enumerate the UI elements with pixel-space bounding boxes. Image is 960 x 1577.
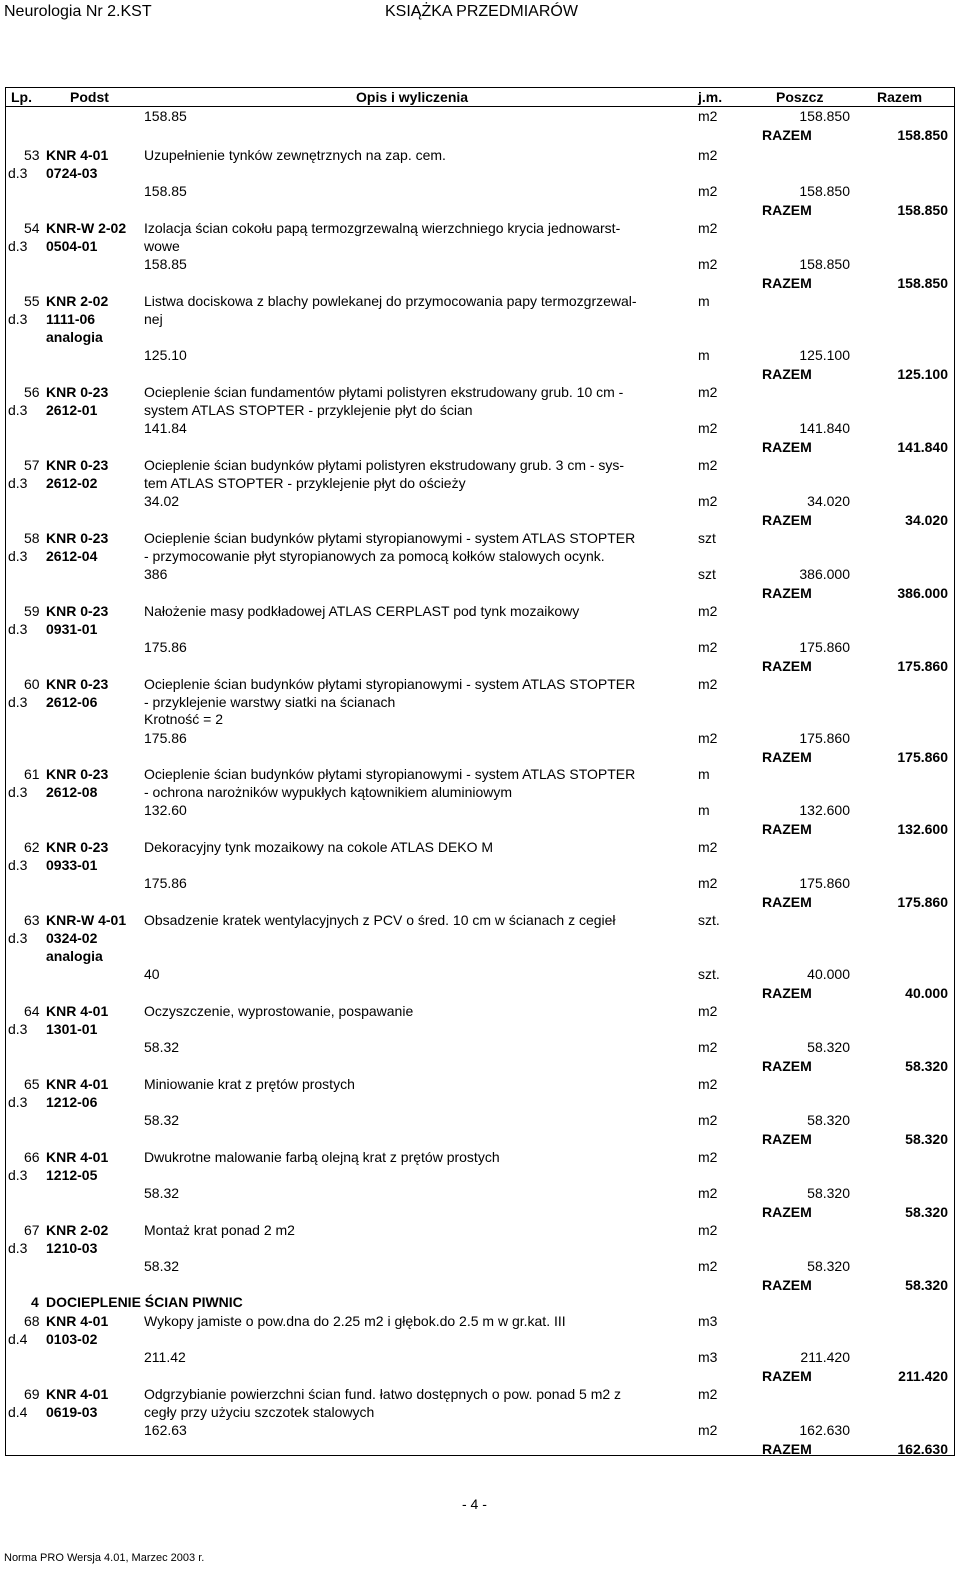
item-basis: KNR 0-23 — [46, 457, 109, 473]
item-description: - przyklejenie warstwy siatki na ścianach — [144, 693, 396, 710]
item-basis: 1301-01 — [46, 1021, 98, 1037]
item-calc: 141.84 — [144, 420, 187, 436]
item-calc-unit: m2 — [698, 1258, 718, 1274]
item-basis: 0931-01 — [46, 621, 98, 637]
item-basis: 2612-02 — [46, 475, 98, 491]
item-basis: KNR 2-02 — [46, 293, 109, 309]
item-basis: KNR 4-01 — [46, 1003, 109, 1019]
item-basis: 2612-04 — [46, 548, 98, 564]
item-calc-unit: m2 — [698, 1185, 718, 1201]
item-calc-unit: m2 — [698, 875, 718, 891]
item-description: Oczyszczenie, wyprostowanie, pospawanie — [144, 1003, 414, 1019]
item-calc-unit: m2 — [698, 256, 718, 272]
item-section: d.3 — [8, 402, 28, 418]
item-unit: m2 — [698, 147, 718, 163]
item-calc: 158.85 — [144, 183, 187, 199]
item-number: 66 — [24, 1149, 40, 1165]
column-header-lp: Lp. — [11, 89, 32, 105]
item-razem: 34.020 — [905, 512, 948, 528]
item-section: d.3 — [8, 930, 28, 946]
item-unit: m — [698, 293, 710, 309]
item-calc: 386 — [144, 566, 168, 582]
table-left-border — [5, 87, 6, 1456]
item-poszcz: 34.020 — [807, 493, 850, 509]
item-section: d.4 — [8, 1404, 28, 1420]
page-number: - 4 - — [462, 1496, 487, 1512]
item-razem: 141.840 — [897, 439, 948, 455]
item-poszcz: 58.320 — [807, 1039, 850, 1055]
item-unit: m2 — [698, 1003, 718, 1019]
item-calc: 175.86 — [144, 639, 187, 655]
item-basis: 1212-06 — [46, 1094, 98, 1110]
item-number: 62 — [24, 839, 40, 855]
item-section: d.3 — [8, 311, 28, 327]
item-razem: 211.420 — [898, 1368, 948, 1384]
item-calc-unit: m2 — [698, 1039, 718, 1055]
item-basis: KNR 4-01 — [46, 1149, 109, 1165]
item-number: 55 — [24, 293, 40, 309]
item-razem: 58.320 — [905, 1204, 948, 1220]
item-unit: m2 — [698, 1386, 718, 1402]
item-description: Ocieplenie ścian budynków płytami styropianowymi - system ATLAS STOPTER — [144, 766, 636, 782]
item-number: 64 — [24, 1003, 40, 1019]
item-description: Miniowanie krat z prętów prostych — [144, 1076, 355, 1092]
item-description: nej — [144, 310, 163, 327]
item-calc: 158.85 — [144, 256, 187, 272]
item-number: 61 — [24, 766, 40, 782]
item-unit: m2 — [698, 220, 718, 236]
table-top-border — [5, 87, 954, 88]
item-poszcz: 175.860 — [799, 639, 850, 655]
program-file-name: Neurologia Nr 2.KST — [4, 3, 152, 20]
item-razem-label: RAZEM — [762, 749, 812, 765]
item-razem-label: RAZEM — [762, 585, 812, 601]
item-number: 69 — [24, 1386, 40, 1402]
item-unit: m2 — [698, 1149, 718, 1165]
item-section: d.4 — [8, 1331, 28, 1347]
table-right-border — [954, 87, 955, 1456]
item-calc-unit: m — [698, 347, 710, 363]
item-basis: 0504-01 — [46, 238, 98, 254]
item-unit: m2 — [698, 839, 718, 855]
item-calc-unit: m2 — [698, 493, 718, 509]
item-description: Izolacja ścian cokołu papą termozgrzewalną wierzchniego krycia jednowarst- — [144, 220, 621, 236]
item-description: tem ATLAS STOPTER - przyklejenie płyt do ościeży — [144, 474, 466, 491]
item-razem-label: RAZEM — [762, 439, 812, 455]
item-calc: 175.86 — [144, 730, 187, 746]
column-header-jm: j.m. — [698, 89, 723, 105]
item-section: d.3 — [8, 621, 28, 637]
column-header-poszcz: Poszcz — [776, 89, 824, 105]
column-header-razem: Razem — [877, 89, 923, 105]
item-basis: KNR-W 4-01 — [46, 912, 127, 928]
item-poszcz: 175.860 — [799, 730, 850, 746]
item-calc-unit: m2 — [698, 730, 718, 746]
item-description: Ocieplenie ścian budynków płytami polistyren ekstrudowany grub. 3 cm - sys- — [144, 457, 625, 473]
item-description: Ocieplenie ścian fundamentów płytami polistyren ekstrudowany grub. 10 cm - — [144, 384, 624, 400]
item-description: Dwukrotne malowanie farbą olejną krat z prętów prostych — [144, 1149, 500, 1165]
item-razem-label: RAZEM — [762, 985, 812, 1001]
item-number: 68 — [24, 1313, 40, 1329]
item-basis: 1111-06 — [46, 311, 96, 327]
item-number: 59 — [24, 603, 40, 619]
item-calc: 40 — [144, 966, 160, 982]
item-razem: 158.850 — [897, 275, 948, 291]
item-unit: m3 — [698, 1313, 718, 1329]
item-basis: 2612-06 — [46, 694, 98, 710]
item-number: 54 — [24, 220, 40, 236]
item-calc-unit: m2 — [698, 1112, 718, 1128]
item-unit: m2 — [698, 1222, 718, 1238]
item-number: 67 — [24, 1222, 40, 1238]
item-description: - przymocowanie płyt styropianowych za pomocą kołków stalowych ocynk. — [144, 547, 605, 564]
item-poszcz: 175.860 — [799, 875, 850, 891]
item-unit: m2 — [698, 603, 718, 619]
item-razem-label: RAZEM — [762, 894, 812, 910]
item-number: 63 — [24, 912, 40, 928]
item-unit: m — [698, 766, 710, 782]
item-poszcz: 132.600 — [799, 802, 850, 818]
item-unit: szt — [698, 530, 716, 546]
item-poszcz: 141.840 — [799, 420, 850, 436]
item-razem-label: RAZEM — [762, 1058, 812, 1074]
item-basis: KNR-W 2-02 — [46, 220, 127, 236]
item-razem-label: RAZEM — [762, 1277, 812, 1293]
footer-version: Norma PRO Wersja 4.01, Marzec 2003 r. — [4, 1552, 205, 1564]
item-basis: KNR 0-23 — [46, 384, 109, 400]
item-unit: m2 — [698, 676, 718, 692]
item-number: 56 — [24, 384, 40, 400]
item-number: 53 — [24, 147, 40, 163]
item-basis: 1210-03 — [46, 1240, 98, 1256]
table-header-bottom-border — [5, 106, 954, 107]
item-number: 65 — [24, 1076, 40, 1092]
item-description: Wykopy jamiste o pow.dna do 2.25 m2 i głębok.do 2.5 m w gr.kat. III — [144, 1313, 566, 1329]
item-number: 58 — [24, 530, 40, 546]
item-razem: 175.860 — [897, 658, 948, 674]
item-razem-label: RAZEM — [762, 1204, 812, 1220]
item-poszcz: 58.320 — [807, 1258, 850, 1274]
item-section: d.3 — [8, 1240, 28, 1256]
column-header-podst: Podst — [70, 89, 109, 105]
item-calc-unit: m2 — [698, 183, 718, 199]
item-description: Dekoracyjny tynk mozaikowy na cokole ATLAS DEKO M — [144, 839, 494, 855]
item-calc-unit: m2 — [698, 1422, 718, 1438]
item-basis: 0619-03 — [46, 1404, 98, 1420]
item-basis: KNR 4-01 — [46, 147, 109, 163]
item-unit: szt. — [698, 912, 720, 928]
item-description: cegły przy użyciu szczotek stalowych — [144, 1403, 375, 1420]
item-razem-label: RAZEM — [762, 366, 812, 382]
item-poszcz: 162.630 — [799, 1422, 850, 1438]
item-razem: 162.630 — [897, 1441, 948, 1457]
item-unit: m2 — [698, 384, 718, 400]
item-calc: 58.32 — [144, 1258, 180, 1274]
item-poszcz: 158.850 — [799, 183, 850, 199]
item-calc: 132.60 — [144, 802, 187, 818]
item-calc-unit: m2 — [698, 420, 718, 436]
carry-razem-label: RAZEM — [762, 127, 812, 143]
item-calc: 175.86 — [144, 875, 187, 891]
item-calc: 125.10 — [144, 347, 187, 363]
carry-razem: 158.850 — [897, 127, 948, 143]
item-description: Krotność = 2 — [144, 711, 223, 727]
item-razem-label: RAZEM — [762, 821, 812, 837]
item-calc-unit: m3 — [698, 1349, 718, 1365]
item-basis: 0103-02 — [46, 1331, 98, 1347]
item-basis: analogia — [46, 948, 103, 964]
item-razem-label: RAZEM — [762, 1441, 812, 1457]
item-number: 60 — [24, 676, 40, 692]
item-description: Odgrzybianie powierzchni ścian fund. łatwo dostępnych o pow. ponad 5 m2 z — [144, 1386, 622, 1402]
item-basis: KNR 0-23 — [46, 603, 109, 619]
item-poszcz: 158.850 — [799, 256, 850, 272]
item-section: d.3 — [8, 857, 28, 873]
item-calc: 34.02 — [144, 493, 180, 509]
item-description: Nałożenie masy podkładowej ATLAS CERPLAST pod tynk mozaikowy — [144, 603, 580, 619]
carry-calc: 158.85 — [144, 108, 187, 124]
item-basis: analogia — [46, 329, 103, 345]
item-calc: 211.42 — [144, 1349, 186, 1365]
item-basis: KNR 0-23 — [46, 766, 109, 782]
item-poszcz: 40.000 — [807, 966, 850, 982]
item-poszcz: 125.100 — [799, 347, 850, 363]
item-poszcz: 58.320 — [807, 1112, 850, 1128]
item-calc: 58.32 — [144, 1039, 180, 1055]
item-razem-label: RAZEM — [762, 512, 812, 528]
item-calc-unit: m2 — [698, 639, 718, 655]
item-unit: m2 — [698, 457, 718, 473]
carry-unit: m2 — [698, 108, 718, 124]
item-razem-label: RAZEM — [762, 1368, 812, 1384]
item-number: 57 — [24, 457, 40, 473]
item-basis: 1212-05 — [46, 1167, 98, 1183]
item-razem: 132.600 — [897, 821, 948, 837]
item-razem: 175.860 — [897, 894, 948, 910]
item-razem: 58.320 — [905, 1277, 948, 1293]
item-description: Ocieplenie ścian budynków płytami styropianowymi - system ATLAS STOPTER — [144, 530, 636, 546]
item-calc-unit: szt. — [698, 966, 720, 982]
section-number: 4 — [31, 1294, 39, 1310]
item-poszcz: 386.000 — [799, 566, 850, 582]
item-description: Listwa dociskowa z blachy powlekanej do przymocowania papy termozgrzewal- — [144, 293, 637, 309]
item-description: Uzupełnienie tynków zewnętrznych na zap. cem. — [144, 147, 446, 163]
item-calc: 58.32 — [144, 1185, 180, 1201]
document-title: KSIĄŻKA PRZEDMIARÓW — [385, 3, 578, 20]
item-razem-label: RAZEM — [762, 202, 812, 218]
section-title: DOCIEPLENIE ŚCIAN PIWNIC — [46, 1294, 243, 1310]
item-description: - ochrona narożników wypukłych kątownikiem aluminiowym — [144, 783, 513, 800]
item-razem: 58.320 — [905, 1058, 948, 1074]
item-razem-label: RAZEM — [762, 1131, 812, 1147]
item-section: d.3 — [8, 238, 28, 254]
item-basis: KNR 4-01 — [46, 1386, 109, 1402]
item-razem: 386.000 — [897, 585, 948, 601]
item-section: d.3 — [8, 1167, 28, 1183]
item-section: d.3 — [8, 784, 28, 800]
item-section: d.3 — [8, 1094, 28, 1110]
item-basis: 2612-08 — [46, 784, 98, 800]
item-basis: KNR 0-23 — [46, 530, 109, 546]
item-basis: 0324-02 — [46, 930, 98, 946]
item-basis: KNR 0-23 — [46, 676, 109, 692]
item-razem: 175.860 — [897, 749, 948, 765]
item-poszcz: 58.320 — [807, 1185, 850, 1201]
item-calc: 58.32 — [144, 1112, 180, 1128]
item-basis: KNR 4-01 — [46, 1313, 109, 1329]
item-razem-label: RAZEM — [762, 658, 812, 674]
item-description: system ATLAS STOPTER - przyklejenie płyt do ścian — [144, 401, 473, 418]
item-razem: 125.100 — [897, 366, 948, 382]
item-razem: 58.320 — [905, 1131, 948, 1147]
item-razem: 40.000 — [905, 985, 948, 1001]
item-unit: m2 — [698, 1076, 718, 1092]
item-section: d.3 — [8, 548, 28, 564]
item-section: d.3 — [8, 1021, 28, 1037]
item-calc: 162.63 — [144, 1422, 187, 1438]
item-description: Montaż krat ponad 2 m2 — [144, 1222, 295, 1238]
item-basis: 0724-03 — [46, 165, 98, 181]
column-header-opis: Opis i wyliczenia — [356, 89, 469, 105]
item-basis: 0933-01 — [46, 857, 98, 873]
item-poszcz: 211.420 — [800, 1349, 850, 1365]
item-razem-label: RAZEM — [762, 275, 812, 291]
item-section: d.3 — [8, 475, 28, 491]
item-calc-unit: m — [698, 802, 710, 818]
item-section: d.3 — [8, 694, 28, 710]
item-description: wowe — [144, 237, 180, 254]
carry-poszcz: 158.850 — [799, 108, 850, 124]
item-razem: 158.850 — [897, 202, 948, 218]
item-basis: KNR 4-01 — [46, 1076, 109, 1092]
item-section: d.3 — [8, 165, 28, 181]
item-description: Obsadzenie kratek wentylacyjnych z PCV o śred. 10 cm w ścianach z cegieł — [144, 912, 616, 928]
item-basis: 2612-01 — [46, 402, 98, 418]
item-calc-unit: szt — [698, 566, 716, 582]
item-basis: KNR 2-02 — [46, 1222, 109, 1238]
item-description: Ocieplenie ścian budynków płytami styropianowymi - system ATLAS STOPTER — [144, 676, 636, 692]
item-basis: KNR 0-23 — [46, 839, 109, 855]
